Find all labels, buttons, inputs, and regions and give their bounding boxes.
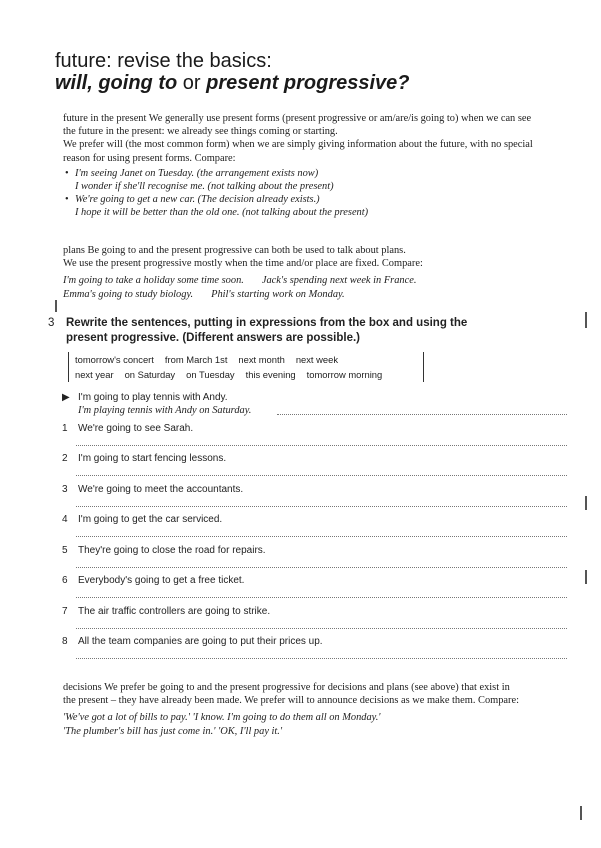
answer-line[interactable] (76, 658, 567, 659)
plans-example-2a: Emma's going to study biology. (63, 288, 194, 300)
item-number: 6 (62, 575, 68, 586)
scan-edge-mark (585, 312, 587, 328)
answer-line[interactable] (76, 628, 567, 629)
decisions-paragraph: decisions We prefer be going to and the present progressive for decisions and plans (see above) that exist in the present – they have already been made. We prefer will to announce decisions as we make them. Compare: (63, 682, 519, 707)
phrase-box-row-2 (75, 367, 423, 382)
exercise-number: 3 (48, 317, 55, 329)
item-sentence: The air traffic controllers are going to strike. (78, 605, 271, 617)
decisions-example-1: 'We've got a lot of bills to pay.' 'I know. I'm going to do them all on Monday.' (63, 712, 381, 724)
item-number: 1 (62, 422, 68, 434)
box-phrase: next week (295, 354, 339, 365)
plans-paragraph-2: We use the present progressive mostly when the time and/or place are fixed. Compare: (63, 258, 423, 270)
exercise-instruction (48, 316, 528, 346)
box-phrase: on Tuesday (186, 369, 235, 380)
item-sentence: I'm going to get the car serviced. (78, 514, 223, 525)
decisions-section (63, 681, 523, 738)
phrase-box-row-1 (75, 352, 423, 367)
exercise-item (62, 575, 567, 606)
title-present-progressive: present progressive? (206, 72, 410, 94)
item-sentence: We're going to see Sarah. (78, 422, 194, 434)
plans-example-2b: Phil's starting work on Monday. (211, 288, 345, 300)
exercise-item (62, 484, 567, 515)
item-number: 2 (62, 453, 68, 464)
box-phrase: tomorrow morning (306, 369, 383, 380)
item-number: 8 (62, 636, 68, 647)
answer-line[interactable] (76, 475, 567, 476)
phrase-box (68, 352, 424, 382)
box-phrase: tomorrow's concert (75, 354, 154, 365)
decisions-example-2: 'The plumber's bill has just come in.' 'OK, I'll pay it.' (63, 725, 283, 737)
title-will-going-to: will, going to (55, 72, 178, 94)
item-sentence: Everybody's going to get a free ticket. (78, 575, 245, 586)
answer-line[interactable] (76, 445, 567, 446)
answer-line[interactable] (76, 506, 567, 507)
item-sentence: All the team companies are going to put their prices up. (78, 636, 323, 647)
intro-paragraph-2: We prefer will (the most common form) when we are simply giving information about the future, with no special reason for using present forms. Compare: (63, 139, 533, 164)
intro-examples (63, 167, 533, 220)
intro-paragraph-1: future in the present We generally use present forms (present progressive or am/are/is going to) when we can see the future in the present: we already see things coming or starting. (63, 113, 532, 138)
exercise-item (62, 606, 567, 637)
title-line-2 (55, 72, 410, 94)
plans-section (63, 244, 533, 301)
item-sentence: They're going to close the road for repairs. (78, 544, 266, 556)
box-phrase: this evening (245, 369, 296, 380)
item-number: ▶ (62, 392, 70, 403)
plans-compare-row-1 (63, 274, 533, 287)
title-or: or (177, 72, 207, 94)
example-1-sub: I wonder if she'll recognise me. (not talking about the present) (75, 181, 334, 193)
plans-compare-row-2 (63, 288, 533, 301)
scan-edge-mark (580, 806, 582, 820)
example-1: I'm seeing Janet on Tuesday. (the arrangement exists now) (75, 167, 319, 179)
exercise-item (62, 423, 567, 454)
box-phrase: next month (238, 354, 285, 365)
answer-line[interactable] (76, 536, 567, 537)
scan-edge-mark (585, 496, 587, 510)
plans-paragraph-1: plans Be going to and the present progressive can both be used to talk about plans. (63, 245, 406, 256)
box-phrase: from March 1st (164, 354, 228, 365)
example-answer: I'm playing tennis with Andy on Saturday. (78, 405, 252, 416)
box-phrase: on Saturday (124, 369, 176, 380)
title-line-1: future: revise the basics: (55, 50, 272, 72)
page-title (55, 50, 410, 94)
scan-edge-mark (585, 570, 587, 584)
answer-line[interactable] (76, 597, 567, 598)
example-2: We're going to get a new car. (The decision already exists.) (75, 194, 320, 206)
item-number: 7 (62, 605, 68, 617)
example-bullet-2 (63, 193, 533, 219)
item-number: 5 (62, 544, 68, 556)
item-number: 4 (62, 514, 68, 525)
answer-line[interactable] (76, 567, 567, 568)
exercise-item (62, 453, 567, 484)
box-phrase: next year (75, 369, 114, 380)
item-sentence: We're going to meet the accountants. (78, 483, 244, 495)
item-sentence: I'm going to start fencing lessons. (78, 453, 227, 464)
plans-example-1b: Jack's spending next week in France. (261, 275, 417, 287)
scan-edge-mark (55, 300, 57, 312)
exercise-item (62, 636, 567, 667)
instruction-line-2: present progressive. (Different answers are possible.) (66, 332, 360, 344)
intro-section (63, 112, 533, 220)
plans-example-1a: I'm going to take a holiday some time soon. (63, 275, 244, 287)
item-sentence: I'm going to play tennis with Andy. (78, 392, 228, 403)
answer-line[interactable] (277, 414, 567, 415)
instruction-line-1: Rewrite the sentences, putting in expressions from the box and using the (66, 317, 468, 329)
example-2-sub: I hope it will be better than the old one. (not talking about the present) (75, 207, 369, 219)
exercise-item (62, 545, 567, 576)
exercise-items (62, 392, 567, 667)
example-item (62, 392, 567, 423)
exercise-item (62, 514, 567, 545)
example-bullet-1 (63, 167, 533, 193)
item-number: 3 (62, 483, 68, 495)
